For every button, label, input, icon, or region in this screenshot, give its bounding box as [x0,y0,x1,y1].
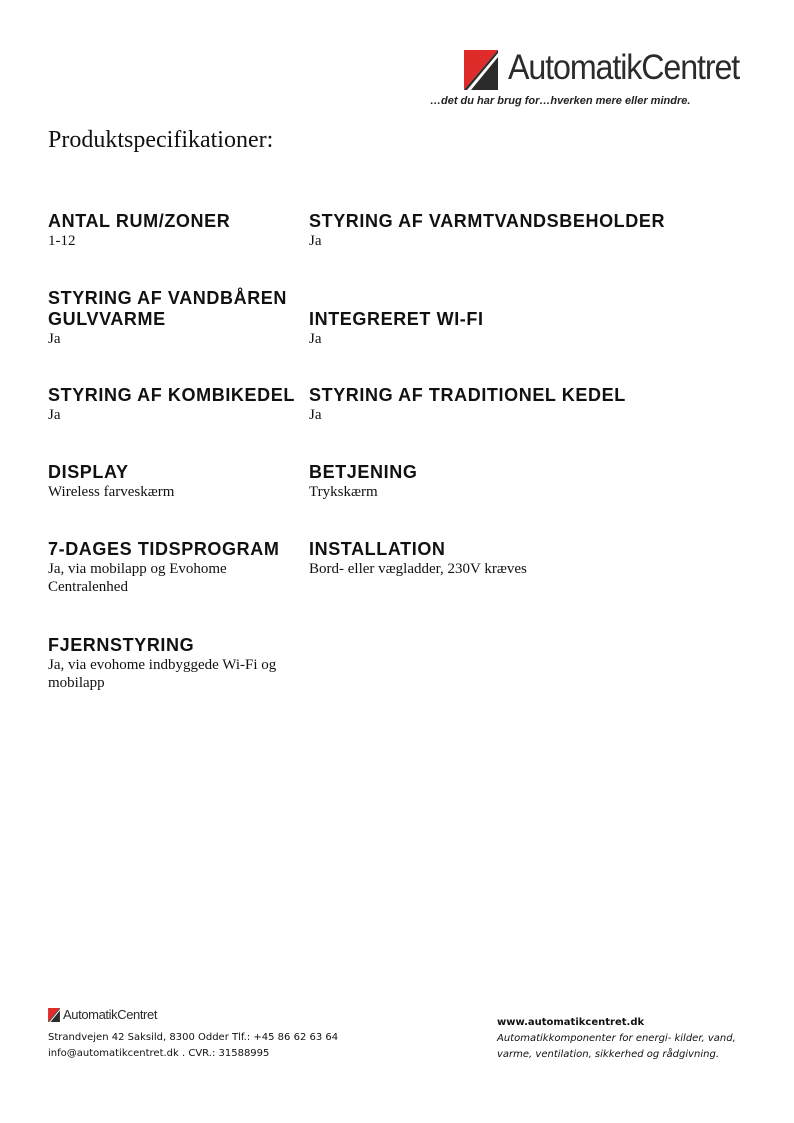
footer-contact-block [48,1030,338,1062]
spec-value: Ja [309,407,322,423]
spec-heading: INTEGRERET WI-FI [309,309,484,329]
footer-logo-text: AutomatikCentret [63,1007,158,1022]
spec-value: Bord- eller vægladder, 230V kræves [309,561,527,577]
spec-value: Ja, via evohome indbyggede Wi-Fi og mobilapp [48,657,277,691]
spec-rooms [48,211,298,250]
footer-description: Automatikkomponenter for energi- kilder, vand, varme, ventilation, sikkerhed og rådgivning. [497,1033,736,1060]
spec-floor-heating [48,288,298,348]
spec-heading: INSTALLATION [309,539,446,559]
spec-value: Trykskærm [309,484,378,500]
footer-logo [48,1007,168,1025]
spec-value: Ja, via mobilapp og Evohome Centralenhed [48,561,227,595]
spec-heading: STYRING AF KOMBIKEDEL [48,385,295,405]
spec-value: Ja [48,331,61,347]
spec-traditional-boiler [309,385,626,424]
spec-heading: FJERNSTYRING [48,635,195,655]
spec-heading: DISPLAY [48,462,129,482]
logo-text: AutomatikCentret [508,48,740,87]
logo-mark-icon [464,50,498,90]
spec-value: Ja [48,407,61,423]
spec-schedule [48,539,298,596]
spec-wifi [309,309,559,348]
footer-website-link[interactable]: www.automatikcentret.dk [497,1017,645,1028]
spec-value: Wireless farveskærm [48,484,175,500]
company-logo [464,48,754,92]
spec-installation [309,539,559,578]
spec-value: Ja [309,233,322,249]
spec-heading: STYRING AF VARMTVANDSBEHOLDER [309,211,666,231]
spec-combi-boiler [48,385,298,424]
spec-heading: BETJENING [309,462,418,482]
logo-mark-icon [48,1008,60,1022]
footer-address: Strandvejen 42 Saksild, 8300 Odder Tlf.: +45 86 62 63 64 [48,1032,339,1043]
spec-value: 1-12 [48,233,76,249]
spec-value: Ja [309,331,322,347]
spec-remote-control [48,635,298,692]
footer-info-block [497,1015,757,1063]
spec-heading: STYRING AF VANDBÅREN GULVVARME [48,288,288,329]
spec-heading: ANTAL RUM/ZONER [48,211,231,231]
footer-email-cvr: info@automatikcentret.dk . CVR.: 31588995 [48,1048,270,1059]
spec-heading: STYRING AF TRADITIONEL KEDEL [309,385,626,405]
spec-hot-water [309,211,666,250]
spec-display [48,462,298,501]
spec-operation [309,462,559,501]
page-title: Produktspecifikationer: [48,127,274,153]
tagline: …det du har brug for…hverken mere eller mindre. [430,95,691,107]
spec-heading: 7-DAGES TIDSPROGRAM [48,539,280,559]
